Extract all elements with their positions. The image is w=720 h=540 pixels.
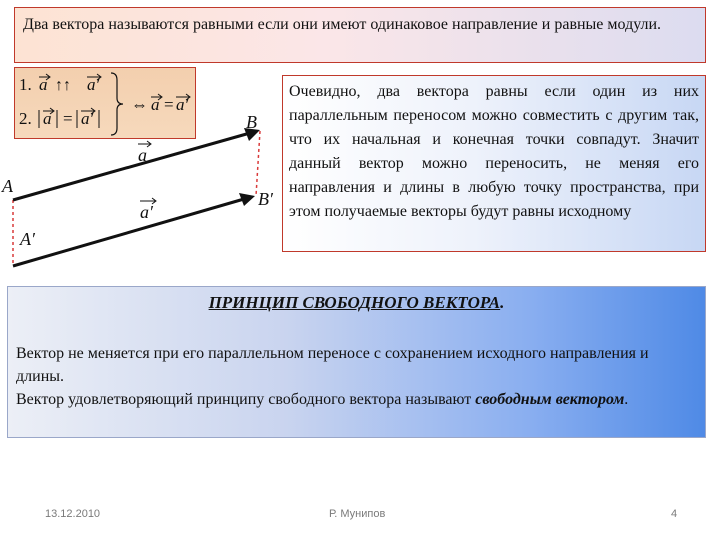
result-equals: =	[164, 95, 174, 114]
result-vec-a-prime: a′	[176, 95, 189, 114]
formula-line2-vec-a-prime: a′	[81, 109, 94, 128]
principle-line2-end: .	[624, 391, 629, 408]
formula-line2-equals: =	[63, 109, 73, 128]
label-point-B-prime: B′	[258, 189, 273, 209]
explanation-box	[282, 75, 706, 252]
label-point-A-prime: A′	[20, 229, 35, 249]
vector-a-prime-line	[13, 199, 244, 266]
principle-line2-text: Вектор удовлетворяющий принципу свободного вектора называют	[16, 391, 476, 408]
footer-author: Р. Мунипов	[329, 508, 386, 520]
label-vector-a: a	[138, 145, 147, 165]
formula-line2-vec-a: a	[43, 109, 52, 128]
principle-title	[8, 293, 705, 313]
label-point-B: B	[246, 112, 257, 132]
free-vector-term: свободным вектором	[475, 391, 625, 408]
formula-line1-vec-a: a	[39, 75, 48, 94]
explanation-text: Очевидно, два вектора равны если один из них параллельным переносом можно совместить с другим так, что их начальная и конечная точки совпадут. Значит данный вектор можно переносить, не меняя его направления и длины в любую точку пространства, при этом получаемые векторы будут равны исходному	[289, 83, 699, 220]
principle-line1: Вектор не меняется при его параллельном переносе с сохранением исходного направления и длины.	[16, 345, 649, 385]
formula-line1-number: 1.	[19, 75, 32, 94]
principle-title-dot: .	[500, 293, 505, 312]
footer-date: 13.12.2010	[45, 508, 101, 520]
definition-text: Два вектора называются равными если они имеют одинаковое направление и равные модули.	[23, 16, 662, 33]
footer-page-number: 4	[671, 508, 678, 520]
principle-box	[7, 286, 706, 438]
codirected-symbol: ↑↑	[55, 77, 71, 94]
formula-line1-vec-a-prime: a′	[87, 75, 100, 94]
vector-diagram	[0, 0, 290, 280]
label-vector-a-prime: a′	[140, 202, 153, 222]
principle-body	[16, 342, 697, 411]
implies-symbol: ⇔	[131, 95, 148, 114]
result-vec-a: a	[151, 95, 160, 114]
vector-a-line	[13, 133, 250, 200]
principle-title-text: ПРИНЦИП СВОБОДНОГО ВЕКТОРА	[208, 293, 501, 312]
principle-line2	[16, 388, 697, 411]
label-point-A: A	[2, 176, 13, 196]
formula-line2-number: 2.	[19, 109, 32, 128]
dashed-line-B-to-B-prime	[256, 131, 260, 196]
